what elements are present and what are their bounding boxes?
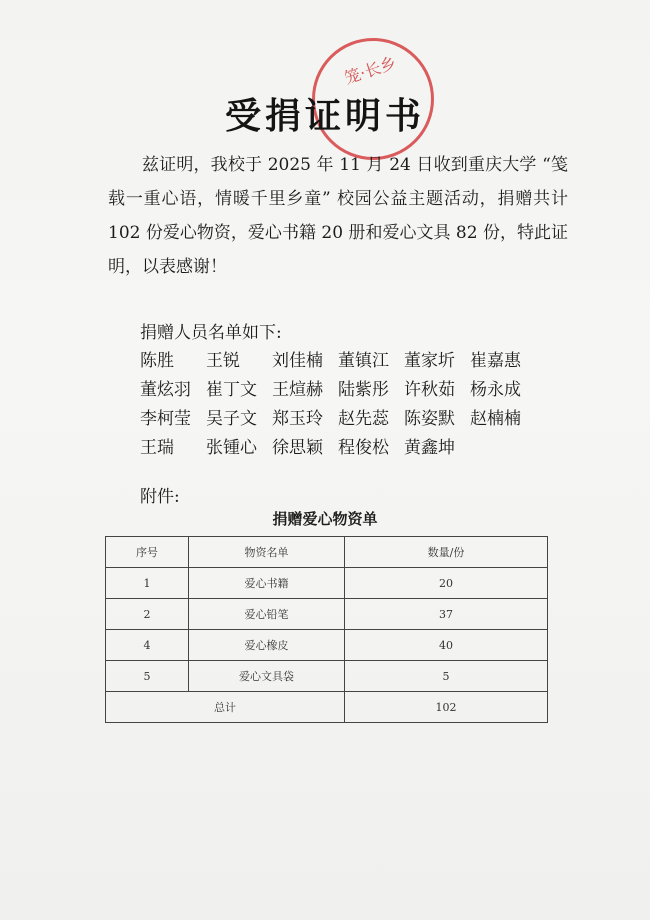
donor-name: 陈姿默 <box>404 409 455 429</box>
donor-name: 吴子文 <box>206 409 257 429</box>
table-header-row <box>106 537 548 568</box>
donor-name: 李柯莹 <box>140 409 191 429</box>
cell-index: 4 <box>106 630 189 661</box>
cell-item: 爱心铅笔 <box>189 599 345 630</box>
donor-name: 王锐 <box>206 351 240 371</box>
donor-name: 徐思颖 <box>272 438 323 458</box>
header-item: 物资名单 <box>189 537 345 568</box>
donor-name: 赵先蕊 <box>338 409 389 429</box>
donor-name: 董家圻 <box>404 351 455 371</box>
header-quantity: 数量/份 <box>345 537 548 568</box>
table-title: 捐赠爱心物资单 <box>272 510 378 528</box>
table-row <box>106 661 548 692</box>
donor-name: 王煊赫 <box>272 380 323 400</box>
table-row <box>106 599 548 630</box>
donor-name: 张锺心 <box>206 438 257 458</box>
donor-name: 许秋茹 <box>404 380 455 400</box>
document-title: 受捐证明书 <box>224 96 425 137</box>
donor-name: 赵楠楠 <box>470 409 521 429</box>
cell-index: 1 <box>106 568 189 599</box>
donor-name: 黄鑫坤 <box>404 438 455 458</box>
donor-name: 刘佳楠 <box>272 351 323 371</box>
donor-name: 陈胜 <box>140 351 174 371</box>
cell-quantity: 40 <box>345 630 548 661</box>
donor-name: 杨永成 <box>470 380 521 400</box>
cell-item: 爱心文具袋 <box>189 661 345 692</box>
total-value: 102 <box>345 692 548 723</box>
donor-name: 陆紫彤 <box>338 380 389 400</box>
donor-name: 崔丁文 <box>206 380 257 400</box>
certificate-body: 兹证明，我校于 2025 年 11 月 24 日收到重庆大学 “笺载一重心语，情暖千里乡童” 校园公益主题活动，捐赠共计 102 份爱心物资，爱心书籍 20 册和爱心文具 82 份，特此证明，以表感谢！ <box>108 155 568 277</box>
cell-item: 爱心书籍 <box>189 568 345 599</box>
total-label: 总计 <box>106 692 345 723</box>
donor-names-grid <box>140 348 580 462</box>
donor-list-label: 捐赠人员名单如下: <box>140 323 282 343</box>
cell-index: 5 <box>106 661 189 692</box>
donor-name: 郑玉玲 <box>272 409 323 429</box>
cell-quantity: 37 <box>345 599 548 630</box>
donor-name: 董炫羽 <box>140 380 191 400</box>
donation-table <box>105 536 548 723</box>
donor-name: 王瑞 <box>140 438 174 458</box>
table-total-row <box>106 692 548 723</box>
cell-quantity: 5 <box>345 661 548 692</box>
table-row <box>106 568 548 599</box>
cell-quantity: 20 <box>345 568 548 599</box>
cell-item: 爱心橡皮 <box>189 630 345 661</box>
attachment-label: 附件: <box>140 487 180 507</box>
donor-name: 董镇江 <box>338 351 389 371</box>
donor-name: 程俊松 <box>338 438 389 458</box>
seal-text: 笼·长乡 <box>342 53 399 88</box>
donor-name: 崔嘉惠 <box>470 351 521 371</box>
table-row <box>106 630 548 661</box>
cell-index: 2 <box>106 599 189 630</box>
header-index: 序号 <box>106 537 189 568</box>
